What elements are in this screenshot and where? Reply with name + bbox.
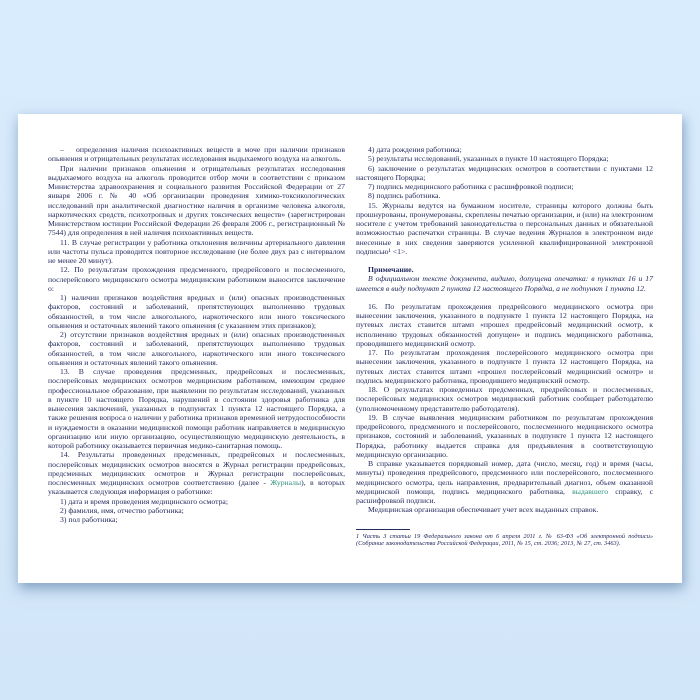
paragraph-subitem-8: 8) подпись работника. — [368, 191, 441, 201]
paragraph-item-19: 19. В случае выявления медицинским работником по результатам прохождения предрейсового, предсменного и послерейсового, послесменного медицинского осмотра признаков, состояний и заболеваний, указанных в подпункте 1 пункта 12 настоящего Порядка, работнику выдается справка для предъявления в соответствующую медицинскую организацию. — [356, 412, 653, 459]
footnote-block — [356, 529, 653, 548]
note-heading: Примечание. — [368, 265, 414, 274]
paragraph-subitem-2: 2) отсутствии признаков воздействия вредных и (или) опасных производственных факторов, состояний и заболеваний, препятствующих выполнению трудовых обязанностей, в том числе алкогольного, наркотического или иного токсического опьянения и остаточных явлений такого опьянения. — [48, 330, 345, 367]
issued-link: выдавшего — [572, 486, 609, 496]
paragraph-subitem-7: 7) подпись медицинского работника с расшифровкой подписи; — [368, 182, 574, 191]
paragraph-item-15: 15. Журналы ведутся на бумажном носителе, страницы которого должны быть прошнурованы, пронумерованы, скреплены печатью организации, и (или) на электронном носителе с учетом требований законодательства о персональных данных и обязательной возможностью распечатки страницы. В случае ведения Журналов в электронном виде внесенные в них сведения заверяются усиленной квалифицированной электронной подписью¹ <1>. — [356, 200, 653, 256]
journals-link: Журналы — [270, 478, 302, 487]
paragraph-item-18: 18. О результатах проведенных предсменных, предрейсовых и послесменных, послерейсовых медицинских осмотров медицинский работник сообщает работодателю (уполномоченному представителю работодателя). — [356, 385, 653, 413]
paragraph-subitem-1: 1) наличии признаков воздействия вредных и (или) опасных производственных факторов, состояний и заболеваний, препятствующих выполнению трудовых обязанностей, в том числе алкогольного, наркотического или иного токсического опьянения и остаточных явлений такого опьянения (с указанием этих признаков); — [48, 293, 345, 330]
right-column — [356, 145, 653, 548]
paragraph-item-12: 12. По результатам прохождения предсменного, предрейсового и послесменного, послерейсового медицинского осмотра медицинским работником выносится заключение о: — [48, 265, 345, 293]
note-text: В официальном тексте документа, видимо, допущена опечатка: в пунктах 16 и 17 имеется в виду подпункт 2 пункта 12 настоящего Порядка, а не подпункт 1 пункта 12. — [356, 274, 653, 293]
paragraph-subitem-6: 6) заключение о результатах медицинских осмотров в соответствии с пунктами 12 настоящего Порядка; — [356, 163, 653, 182]
paragraph-text: справку, с расшифровкой подписи. — [356, 486, 654, 505]
paragraph-item-16: 16. По результатам прохождения предрейсового медицинского осмотра при вынесении заключения, указанного в подпункте 1 пункта 12 настоящего Порядка, на путевых листах ставится штамп «прошел предрейсовый медицинский осмотр, к исполнению трудовых обязанностей допущен» и подпись медицинского работника, проводившего медицинский осмотр. — [356, 301, 653, 348]
paragraph-text: определения наличия психоактивных веществ в моче при наличии признаков опьянения и отрицательных результатах исследования выдыхаемого воздуха на алкоголь. — [48, 145, 345, 164]
paragraph — [356, 459, 653, 505]
paragraph-subitem-4: 4) дата рождения работника; — [368, 145, 462, 154]
paragraph-text: ), в которых указывается следующая информация о работнике: — [48, 478, 345, 497]
left-column — [48, 145, 345, 548]
paragraph-item-11: 11. В случае регистрации у работника отклонения величины артериального давления или частоты пульса проводится повторное исследование (не более двух раз с интервалом не менее 20 минут). — [48, 237, 345, 265]
footnote-rule — [356, 529, 410, 530]
list-dash: – — [60, 145, 64, 154]
paragraph-subitem-3: 3) пол работника; — [60, 515, 118, 524]
paragraph-subitem-2: 2) фамилия, имя, отчество работника; — [60, 505, 184, 515]
paragraph-subitem-1: 1) дата и время проведения медицинского осмотра; — [60, 496, 228, 506]
paragraph: При наличии признаков опьянения и отрицательных результатах исследования выдыхаемого воздуха на алкоголь проводится отбор мочи в соответствии с приказом Министерства здравоохранения и социального развития Российской Федерации от 27 января 2006 г. № 40 «Об организации проведения химико-токсикологических исследований при аналитической диагностике наличия в организме человека алкоголя, наркотических средств, психотропных и других токсических веществ» (зарегистрирован Министерством юстиции Российской Федерации 26 февраля 2006 г., регистрационный № 7544) для определения в ней наличия психоактивных веществ. — [48, 163, 345, 238]
paragraph-text: В справке указывается порядковый номер, дата (число, месяц, год) и время (часы, минуты) проведения предрейсового, предсменного или послерейсового, послесменного медицинского осмотра, цель направления, предварительный диагноз, объем оказанной медицинской помощи, подпись медицинского работника, — [356, 459, 653, 496]
paragraph-text: 14. Результаты проведенных предсменных, предрейсовых и послесменных, послерейсовых медицинских осмотров вносятся в Журнал регистрации предрейсовых, предсменных медицинских осмотров и Журнал регистрации послерейсовых, послесменных медицинских осмотров соответственно (далее - — [48, 450, 345, 487]
paragraph-item-17: 17. По результатам прохождения послерейсового медицинского осмотра при вынесении заключения, указанного в подпункте 1 пункта 12 настоящего Порядка, на путевых листах ставится штамп «прошел послерейсовый медицинский осмотр» и подпись медицинского работника, проводившего медицинский осмотр. — [356, 348, 653, 385]
paragraph: Медицинская организация обеспечивает учет всех выданных справок. — [368, 505, 599, 515]
paragraph-item-14 — [48, 450, 345, 496]
document-page — [18, 114, 682, 583]
paragraph — [48, 145, 345, 164]
footnote-text: 1 Часть 3 статьи 19 Федерального закона от 6 апреля 2011 г. № 63-ФЗ «Об электронной подписи» (Собрание законодательства Российской Федерации, 2011, № 15, ст. 2036; 2013, № 27, ст. 3463). — [356, 532, 653, 548]
paragraph-subitem-5: 5) результаты исследований, указанных в пункте 10 настоящего Порядка; — [368, 154, 609, 164]
paragraph-item-13: 13. В случае проведения предсменных, предрейсовых и послесменных, послерейсовых медицинских осмотров медицинским работником, имеющим среднее профессиональное образование, при выявлении по результатам исследований, указанных в пункте 10 настоящего Порядка, нарушений в состоянии здоровья работника для вынесения заключений, указанных в подпунктах 1 пункта 12 настоящего Порядка, а также решения вопроса о наличии у работника признаков временной нетрудоспособности и нуждаемости в оказании медицинской помощи работник направляется в медицинскую организацию или иную организацию, осуществляющую медицинскую деятельность, в которой работнику оказывается первичная медико-санитарная помощь. — [48, 367, 345, 450]
page-content — [48, 145, 653, 548]
